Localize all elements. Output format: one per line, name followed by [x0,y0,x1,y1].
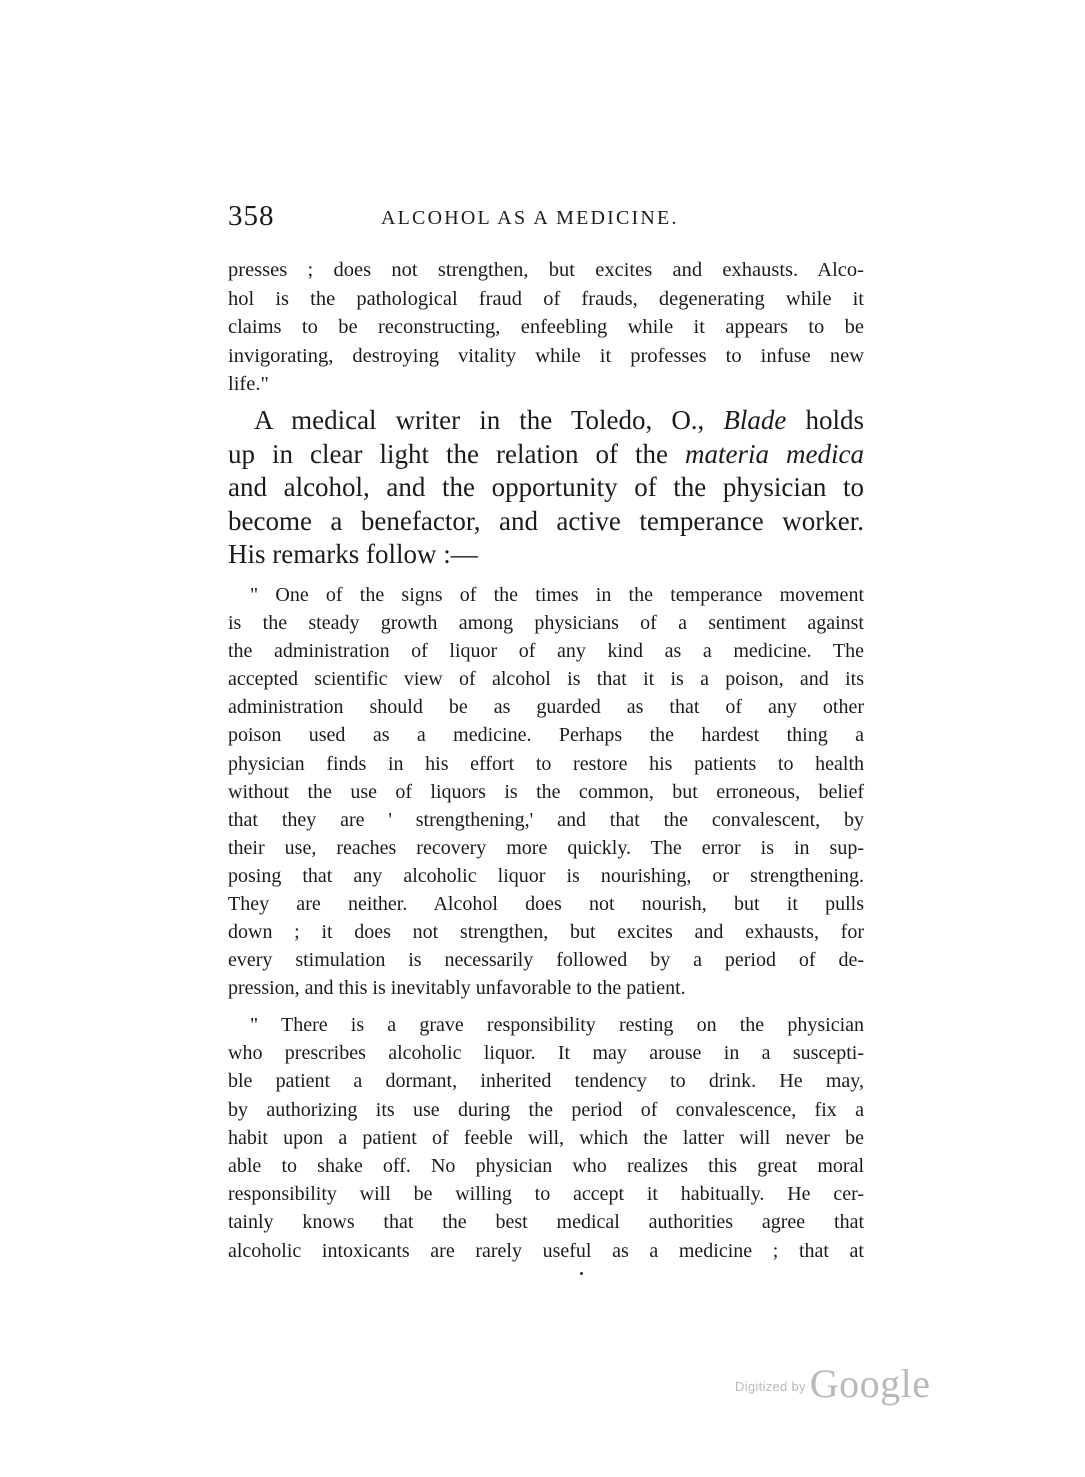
text-line: hol is the pathological fraud of frauds, degenerating while it [228,287,864,310]
digitized-watermark [735,1360,931,1407]
text-line: without the use of liquors is the common, but erroneous, belief [228,780,864,803]
text-line: every stimulation is necessarily followed by a period of de- [228,949,864,972]
running-head [228,200,864,240]
text-line: alcoholic intoxicants are rarely useful as a medicine ; that at [228,1239,864,1262]
quoted-paragraph-1 [228,581,864,1002]
text-line: able to shake off. No physician who realizes this great moral [228,1155,864,1178]
text-line: the administration of liquor of any kind as a medicine. The [228,640,864,663]
text-line: their use, reaches recovery more quickly. The error is in sup- [228,836,864,859]
emphasis-term: materia medica [685,438,864,469]
text-line [228,404,864,438]
text-line: " There is a grave responsibility resting on the physician [250,1014,864,1036]
text-line: by authorizing its use during the period of convalescence, fix a [228,1098,864,1121]
text-fragment: A medical writer in the Toledo, O., [254,405,724,435]
text-line: become a benefactor, and active temperance worker. [228,505,864,536]
text-fragment: holds [786,405,864,435]
text-line: habit upon a patient of feeble will, which the latter will never be [228,1126,864,1149]
text-line [228,438,864,472]
text-line: pression, and this is inevitably unfavorable to the patient. [228,977,686,1000]
paragraph-introduction [228,404,864,572]
paragraph-continuation [228,256,864,399]
print-speck [580,1272,583,1275]
text-line: They are neither. Alcohol does not nourish, but it pulls [228,893,864,916]
text-line: physician finds in his effort to restore his patients to health [228,752,864,775]
text-line: tainly knows that the best medical authorities agree that [228,1211,864,1234]
text-line: His remarks follow :— [228,539,478,569]
running-title: ALCOHOL AS A MEDICINE. [381,207,679,229]
text-line: presses ; does not strengthen, but excites and exhausts. Alco- [228,259,864,281]
newspaper-name: Blade [723,405,787,435]
page-number: 358 [228,200,275,232]
text-line: down ; it does not strengthen, but excites and exhausts, for [228,921,864,944]
text-line: who prescribes alcoholic liquor. It may arouse in a suscepti- [228,1042,864,1065]
text-line: life." [228,373,269,395]
text-line: and alcohol, and the opportunity of the physician to [228,472,864,502]
text-line: " One of the signs of the times in the temperance movement [250,584,864,606]
text-line: posing that any alcoholic liquor is nourishing, or strengthening. [228,864,864,887]
text-line: accepted scientific view of alcohol is that it is a poison, and its [228,668,864,691]
watermark-prefix: Digitized by [735,1379,806,1394]
text-line: poison used as a medicine. Perhaps the hardest thing a [228,724,864,747]
text-line: is the steady growth among physicians of a sentiment against [228,612,864,635]
text-line: responsibility will be willing to accept it habitually. He cer- [228,1183,864,1206]
text-fragment: up in clear light the relation of the [228,438,686,469]
text-line: that they are ' strengthening,' and that the convalescent, by [228,808,864,831]
text-line: invigorating, destroying vitality while it professes to infuse new [228,344,864,367]
text-line: claims to be reconstructing, enfeebling while it appears to be [228,316,864,338]
text-line: administration should be as guarded as that of any other [228,696,864,719]
text-line: ble patient a dormant, inherited tendency to drink. He may, [228,1070,864,1093]
watermark-logo: Google [809,1361,931,1406]
quoted-paragraph-2 [228,1011,864,1265]
